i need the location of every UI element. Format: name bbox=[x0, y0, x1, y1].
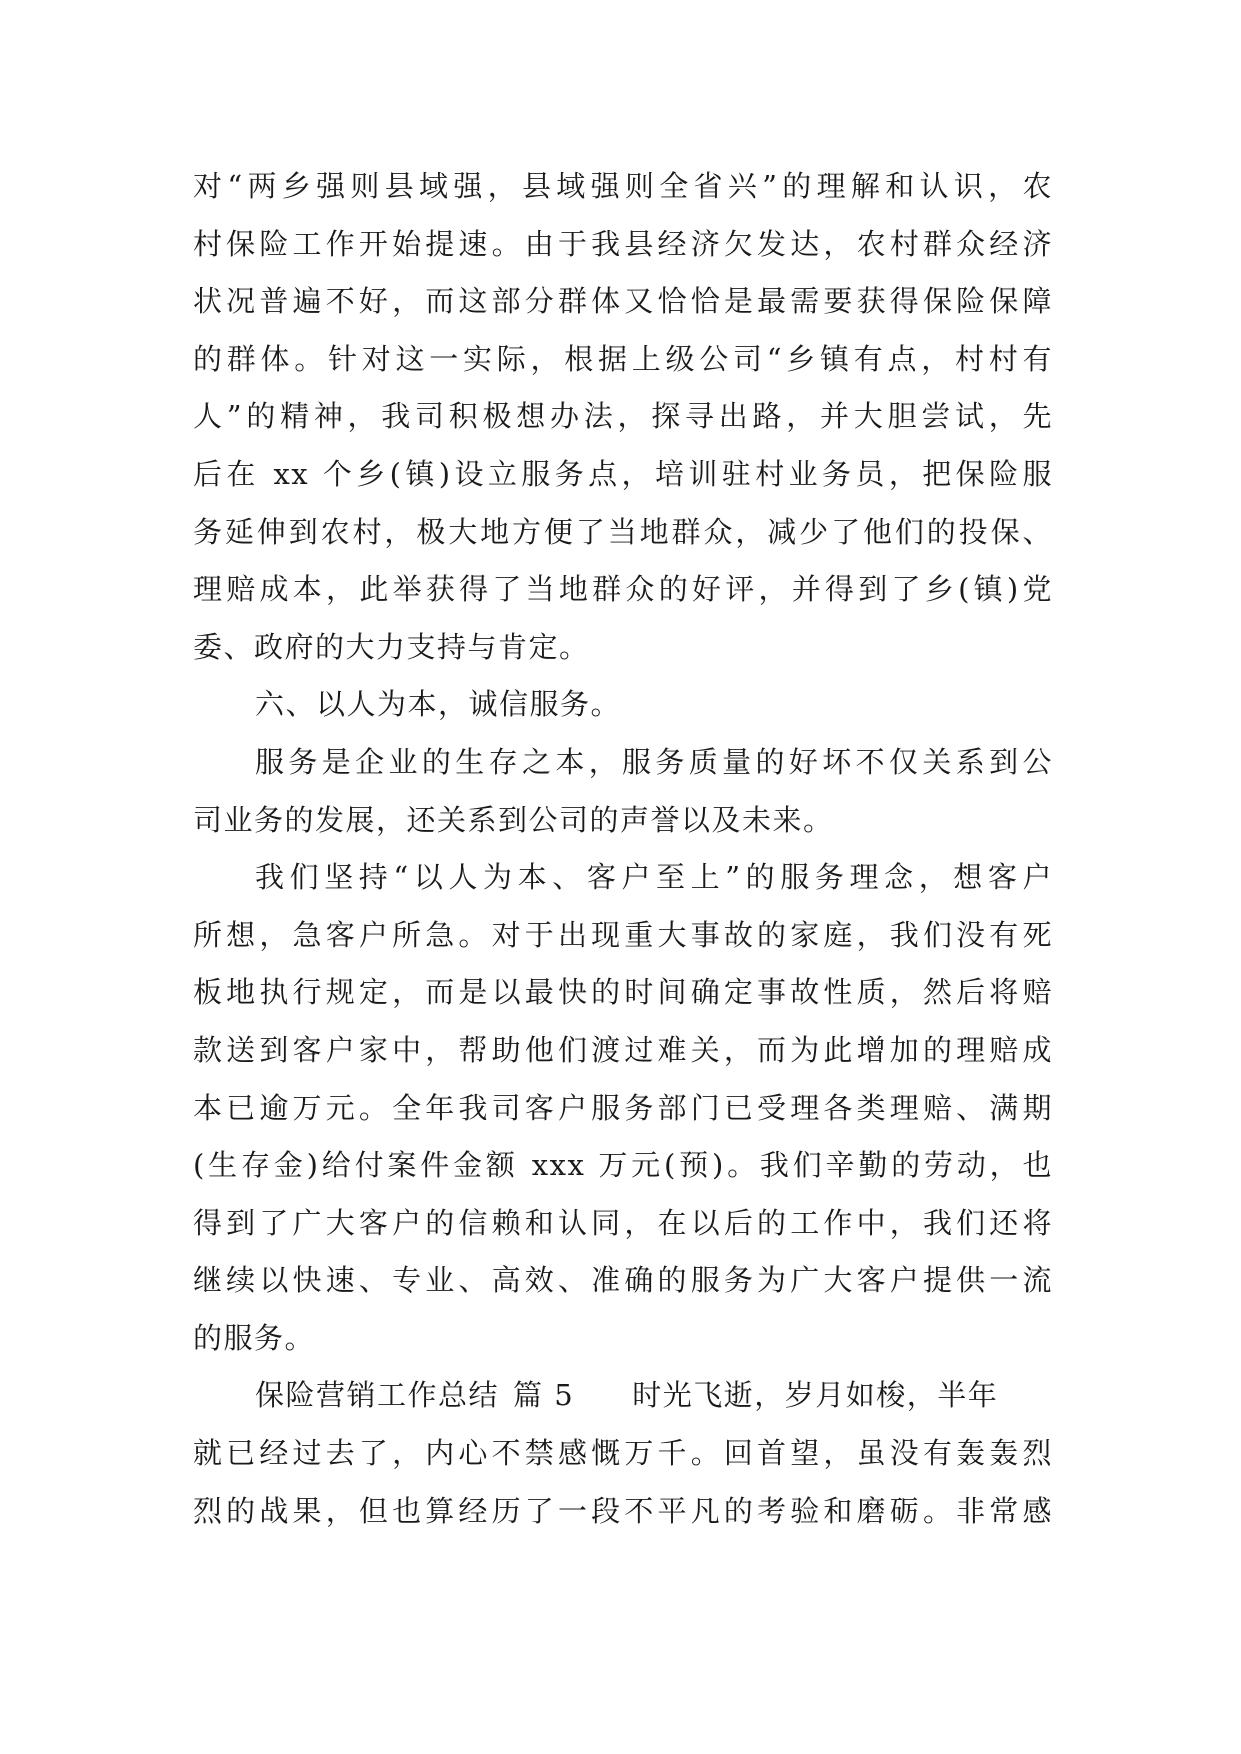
paragraph-line: 本已逾万元。全年我司客户服务部门已受理各类理赔、满期 bbox=[193, 1090, 1053, 1125]
paragraph-line: (生存金)给付案件金额 xxx 万元(预)。我们辛勤的劳动，也 bbox=[193, 1148, 1053, 1183]
paragraph-line: 我们坚持“以人为本、客户至上”的服务理念，想客户 bbox=[255, 860, 1053, 895]
paragraph-line: 就已经过去了，内心不禁感慨万千。回首望，虽没有轰轰烈 bbox=[193, 1436, 1053, 1471]
paragraph-line: 得到了广大客户的信赖和认同，在以后的工作中，我们还将 bbox=[193, 1205, 1053, 1240]
article-part-label: 篇 5 bbox=[513, 1378, 575, 1413]
paragraph-line: 服务是企业的生存之本，服务质量的好坏不仅关系到公 bbox=[255, 744, 1053, 779]
paragraph-line: 款送到客户家中，帮助他们渡过难关，而为此增加的理赔成 bbox=[193, 1032, 1053, 1067]
document-body bbox=[193, 158, 1053, 1540]
article-title-line bbox=[193, 1367, 1053, 1425]
paragraph-line: 人”的精神，我司积极想办法，探寻出路，并大胆尝试，先 bbox=[193, 399, 1053, 434]
paragraph-line: 状况普遍不好，而这部分群体又恰恰是最需要获得保险保障 bbox=[193, 284, 1053, 319]
paragraph-line: 司业务的发展，还关系到公司的声誉以及未来。 bbox=[193, 802, 834, 837]
paragraph-text: 时光飞逝，岁月如梭，半年 bbox=[632, 1378, 999, 1413]
paragraph-line: 后在 xx 个乡(镇)设立服务点，培训驻村业务员，把保险服 bbox=[193, 456, 1053, 491]
paragraph-line: 村保险工作开始提速。由于我县经济欠发达，农村群众经济 bbox=[193, 226, 1053, 261]
paragraph-line: 对“两乡强则县域强，县域强则全省兴”的理解和认识，农 bbox=[193, 169, 1053, 203]
paragraph-line: 所想，急客户所急。对于出现重大事故的家庭，我们没有死 bbox=[193, 917, 1053, 952]
paragraph-line: 理赔成本，此举获得了当地群众的好评，并得到了乡(镇)党 bbox=[193, 572, 1053, 607]
section-heading: 六、以人为本，诚信服务。 bbox=[255, 687, 622, 722]
paragraph-line: 继续以快速、专业、高效、准确的服务为广大客户提供一流 bbox=[193, 1263, 1053, 1298]
paragraph-line: 委、政府的大力支持与肯定。 bbox=[193, 629, 590, 664]
paragraph-line: 的群体。针对这一实际，根据上级公司“乡镇有点，村村有 bbox=[193, 341, 1053, 376]
article-title: 保险营销工作总结 bbox=[255, 1378, 500, 1413]
paragraph-line: 烈的战果，但也算经历了一段不平凡的考验和磨砺。非常感 bbox=[193, 1493, 1053, 1528]
paragraph-line: 的服务。 bbox=[193, 1320, 316, 1355]
paragraph-line: 板地执行规定，而是以最快的时间确定事故性质，然后将赔 bbox=[193, 975, 1053, 1010]
paragraph-line: 务延伸到农村，极大地方便了当地群众，减少了他们的投保、 bbox=[193, 514, 1053, 549]
